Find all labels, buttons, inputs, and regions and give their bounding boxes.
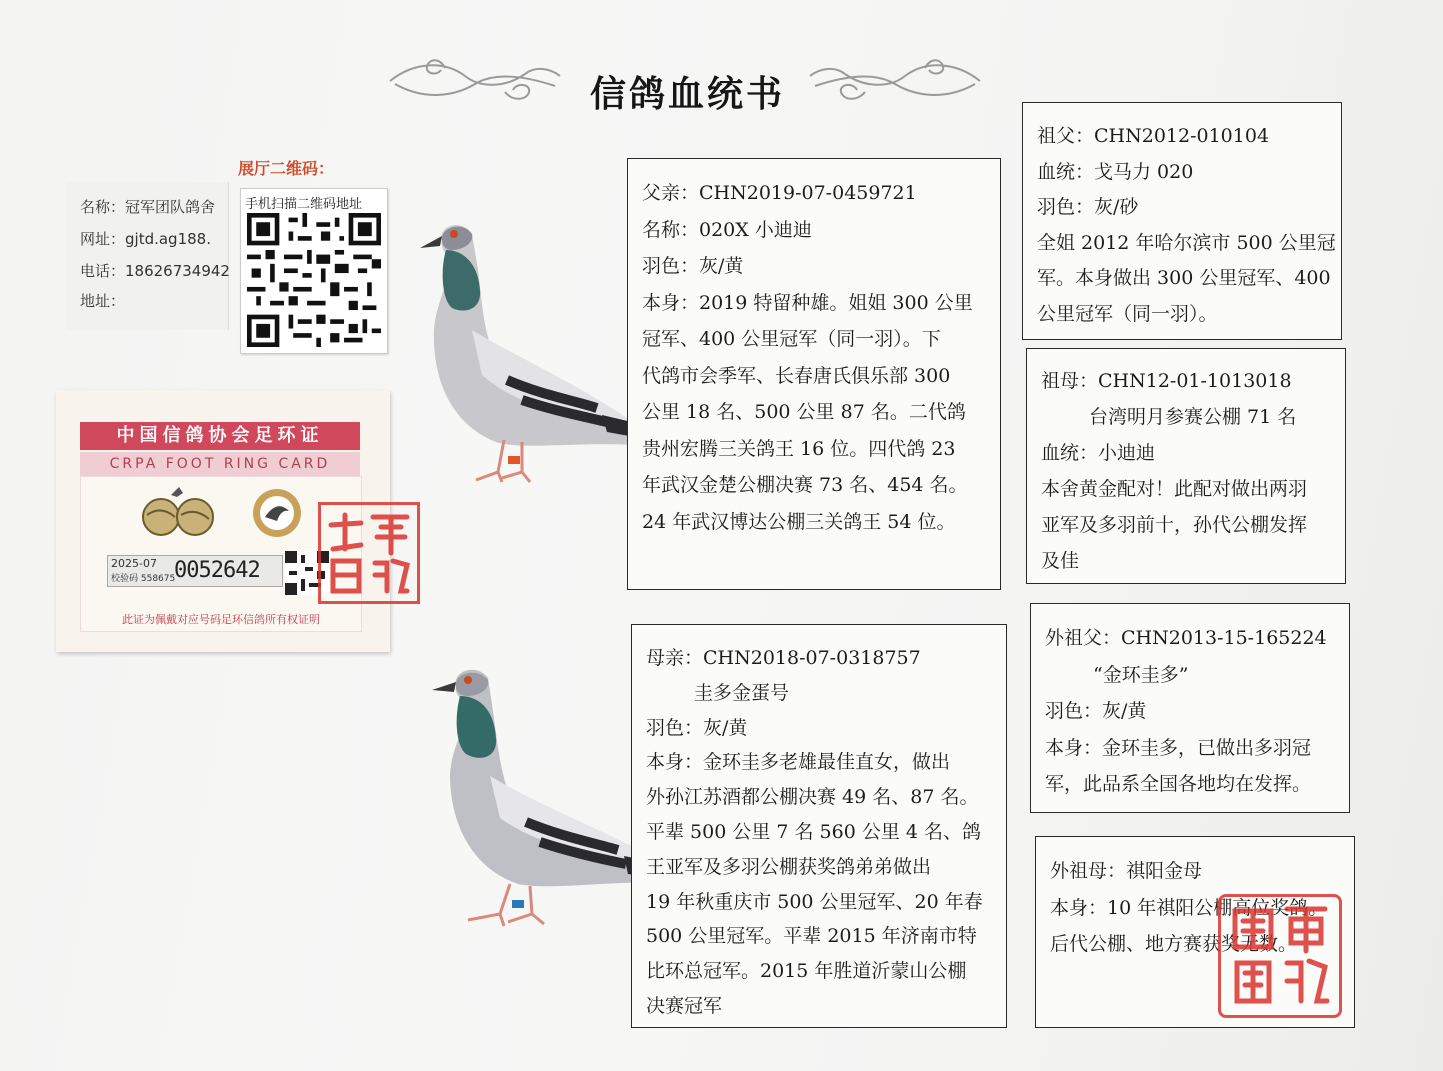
maternal-grandmother-body-line: 后代公棚、地方赛获奖无数。 [1050, 933, 1298, 955]
maternal-grandfather-body-line: 本身：金环圭多，已做出多羽冠 [1045, 736, 1312, 759]
grandmother-note: 台湾明月参赛公棚 71 名 [1089, 406, 1297, 428]
mother-color: 羽色：灰/黄 [646, 716, 748, 739]
left-flourish-ornament [385, 56, 565, 106]
ring-code-panel [107, 555, 283, 587]
grandfather-strain: 血统：戈马力 020 [1037, 160, 1194, 183]
mother-body-line: 本身：金环圭多老雄最佳直女，做出 [646, 751, 951, 774]
right-flourish-ornament [805, 56, 985, 106]
red-seal-stamp-right [1218, 894, 1342, 1018]
father-info-box [627, 158, 1001, 590]
mother-body-line: 外孙江苏酒都公棚决赛 49 名、87 名。 [646, 786, 979, 809]
grandmother-info-box [1026, 348, 1346, 584]
father-name: 名称：020X 小迪迪 [642, 218, 812, 241]
father-color: 羽色：灰/黄 [642, 255, 744, 277]
loft-name: 名称：冠军团队鸽舍 [80, 198, 216, 216]
mother-body-line: 王亚军及多羽公棚获奖鸽弟弟做出 [646, 855, 932, 878]
grandmother-body-line: 及佳 [1041, 550, 1080, 572]
mother-ring: 母亲：CHN2018-07-0318757 [646, 647, 921, 669]
father-body-line: 本身：2019 特留种雄。姐姐 300 公里 [642, 291, 973, 314]
maternal-grandfather-ring: 外祖父：CHN2013-15-165224 [1045, 627, 1327, 649]
father-body-line: 贵州宏腾三关鸽王 16 位。四代鸽 23 [642, 437, 956, 460]
maternal-grandfather-info-box [1030, 603, 1350, 813]
grandfather-note: 公里冠军（同一羽）。 [1037, 302, 1218, 325]
grandmother-ring: 祖母：CHN12-01-1013018 [1041, 370, 1292, 392]
globe-pigeon-logo-icon [139, 485, 219, 541]
grandmother-strain: 血统：小迪迪 [1041, 442, 1156, 464]
qr-code-icon [247, 213, 381, 347]
page-title: 信鸽血统书 [590, 73, 786, 115]
ring-number: 0052642 [174, 558, 260, 583]
father-body-line: 年武汉金楚公棚决赛 73 名、454 名。 [642, 474, 968, 496]
maternal-grandfather-color: 羽色：灰/黄 [1045, 700, 1147, 722]
qr-caption: 手机扫描二维码地址 [245, 197, 363, 212]
qr-code-card[interactable] [240, 188, 388, 354]
grandfather-color: 羽色：灰/砂 [1037, 196, 1139, 218]
loft-website: 网址：gjtd.ag188. [80, 230, 211, 248]
ring-card-title: 中国信鸽协会足环证 [80, 422, 360, 450]
maternal-grandfather-nickname: “金环圭多” [1093, 663, 1189, 686]
red-seal-stamp-left [318, 502, 420, 604]
qr-label: 展厅二维码： [238, 159, 335, 178]
ring-verify-code: 校验码 558675 [111, 574, 176, 584]
maternal-grandfather-body-line: 军，此品系全国各地均在发挥。 [1045, 773, 1312, 795]
crpa-logo-icon [251, 487, 303, 539]
ring-date: 2025-07 [111, 557, 157, 570]
father-body-line: 冠军、400 公里冠军（同一羽）。下 [642, 328, 941, 350]
mother-body-line: 决赛冠军 [646, 994, 723, 1017]
grandfather-note: 军。本身做出 300 公里冠军、400 [1037, 267, 1331, 289]
loft-address: 地址： [80, 292, 126, 310]
mother-body-line: 比环总冠军。2015 年胜道沂蒙山公棚 [646, 960, 967, 983]
ring-card-footer: 此证为佩戴对应号码足环信鸽所有权证明 [122, 613, 320, 626]
grandfather-ring: 祖父：CHN2012-010104 [1037, 125, 1270, 147]
mother-info-box [631, 624, 1007, 1028]
loft-phone: 电话：18626734942 [80, 262, 230, 280]
ring-card-subtitle: CRPA FOOT RING CARD [80, 452, 360, 476]
father-body-line: 公里 18 名、500 公里 87 名。二代鸽 [642, 401, 966, 423]
grandfather-note: 全姐 2012 年哈尔滨市 500 公里冠 [1037, 231, 1336, 254]
father-body-line: 代鸽市会季军、长春唐氏俱乐部 300 [642, 364, 951, 387]
maternal-grandmother-body-line: 本身：10 年祺阳公棚高位奖鸽。 [1050, 896, 1328, 919]
mother-body-line: 19 年秋重庆市 500 公里冠军、20 年春 [646, 890, 983, 913]
mother-nickname: 圭多金蛋号 [694, 681, 790, 704]
father-body-line: 24 年武汉博达公棚三关鸽王 54 位。 [642, 510, 956, 533]
seal-glyphs-left [321, 505, 417, 601]
seal-glyphs-right [1221, 897, 1339, 1015]
loft-info-panel [66, 182, 229, 330]
grandmother-body-line: 亚军及多羽前十，孙代公棚发挥 [1041, 514, 1308, 536]
grandfather-info-box [1022, 102, 1342, 340]
mother-body-line: 平辈 500 公里 7 名 560 公里 4 名、鸽 [646, 820, 982, 843]
maternal-grandmother-name: 外祖母：祺阳金母 [1050, 860, 1203, 882]
father-ring: 父亲：CHN2019-07-0459721 [642, 182, 917, 204]
mother-body-line: 500 公里冠军。平辈 2015 年济南市特 [646, 925, 977, 948]
grandmother-body-line: 本舍黄金配对！此配对做出两羽 [1041, 478, 1308, 500]
